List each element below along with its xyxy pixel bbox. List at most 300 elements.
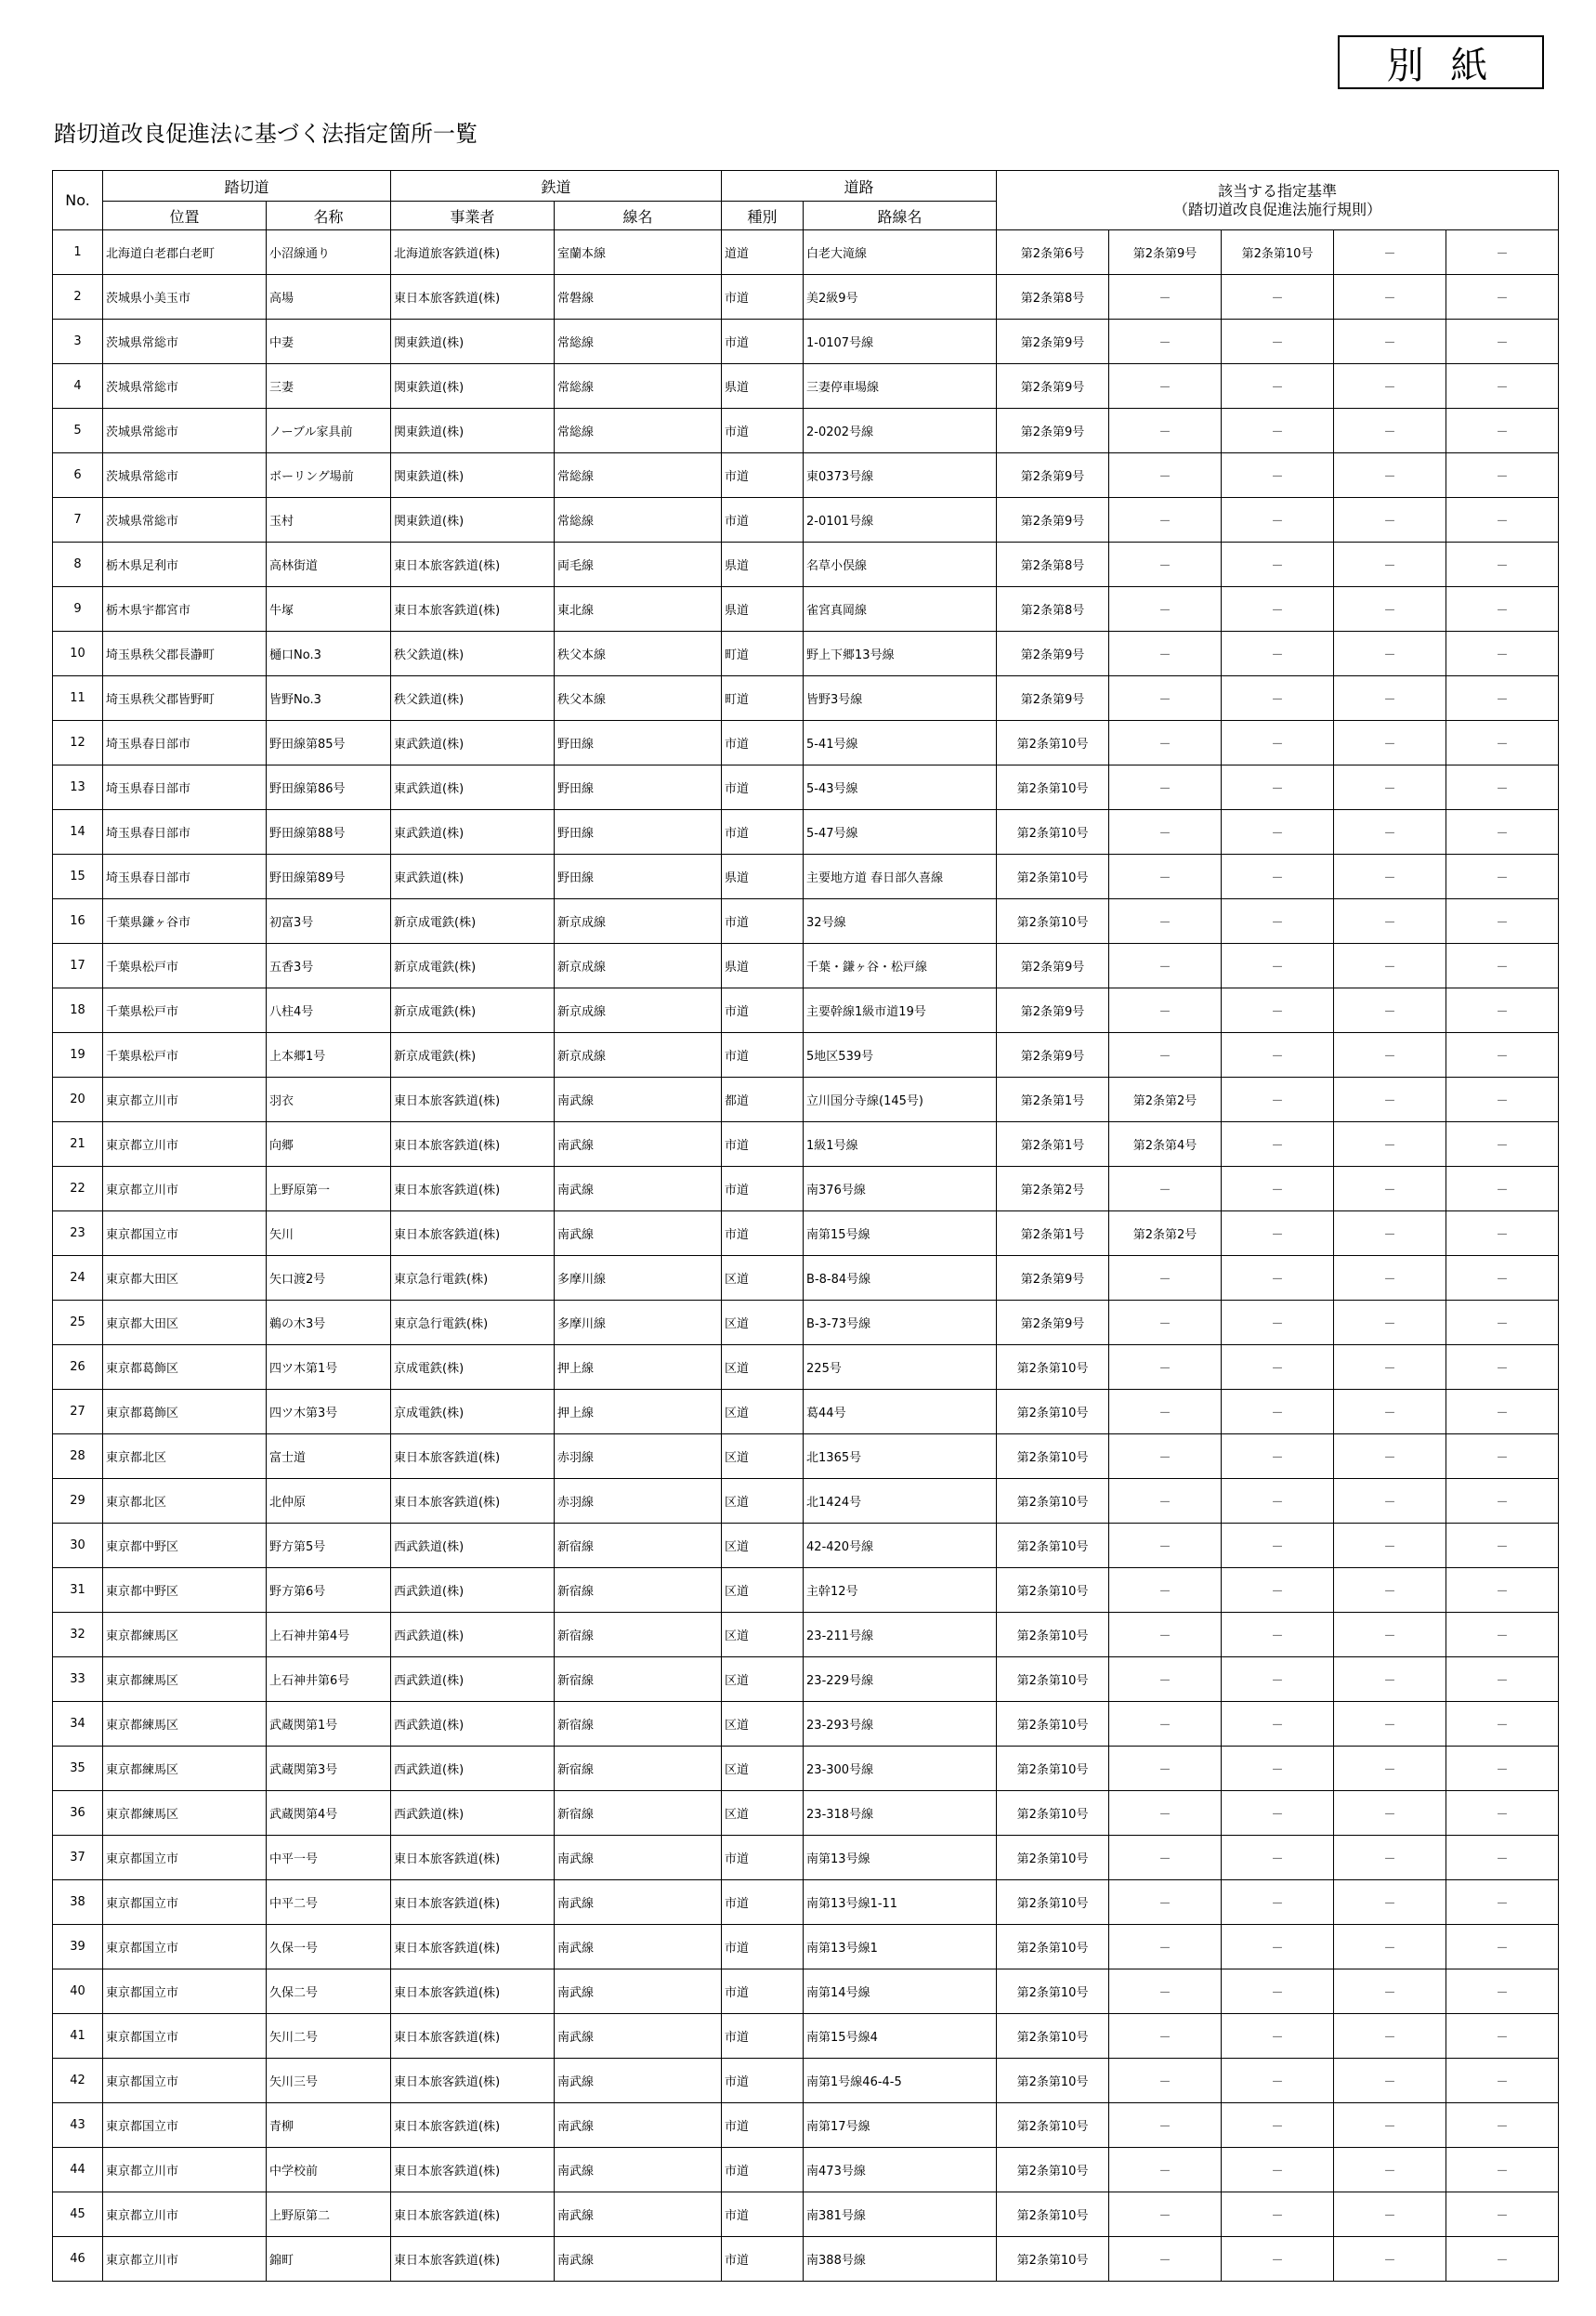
cell-operator: 新京成電鉄(株) xyxy=(391,988,555,1033)
cell-criteria-3: － xyxy=(1222,1211,1334,1256)
cell-criteria-1: 第2条第9号 xyxy=(997,632,1109,676)
cell-operator: 西武鉄道(株) xyxy=(391,1747,555,1791)
cell-criteria-1: 第2条第10号 xyxy=(997,2237,1109,2282)
cell-road-kind: 県道 xyxy=(722,364,804,409)
cell-position: 茨城県常総市 xyxy=(103,409,267,453)
cell-route: 野上下郷13号線 xyxy=(804,632,997,676)
cell-operator: 関東鉄道(株) xyxy=(391,498,555,543)
cell-criteria-5: － xyxy=(1446,988,1559,1033)
cell-route: 南第17号線 xyxy=(804,2103,997,2148)
cell-name: 五香3号 xyxy=(267,944,391,988)
cell-criteria-2: － xyxy=(1109,988,1222,1033)
cell-road-kind: 市道 xyxy=(722,2237,804,2282)
cell-no: 13 xyxy=(53,765,103,810)
table-row xyxy=(53,1925,1559,1969)
header-position: 位置 xyxy=(103,202,267,230)
cell-name: ノーブル家具前 xyxy=(267,409,391,453)
cell-name: 鵜の木3号 xyxy=(267,1301,391,1345)
cell-route: 5地区539号 xyxy=(804,1033,997,1078)
table-row xyxy=(53,1434,1559,1479)
cell-criteria-4: － xyxy=(1334,230,1446,275)
cell-position: 東京都練馬区 xyxy=(103,1613,267,1657)
cell-line: 押上線 xyxy=(555,1345,722,1390)
cell-criteria-3: － xyxy=(1222,1434,1334,1479)
cell-criteria-1: 第2条第6号 xyxy=(997,230,1109,275)
cell-criteria-2: － xyxy=(1109,1524,1222,1568)
cell-position: 埼玉県春日部市 xyxy=(103,721,267,765)
cell-criteria-5: － xyxy=(1446,765,1559,810)
cell-criteria-3: － xyxy=(1222,676,1334,721)
cell-criteria-3: － xyxy=(1222,899,1334,944)
cell-no: 12 xyxy=(53,721,103,765)
cell-criteria-3: － xyxy=(1222,2059,1334,2103)
cell-criteria-3: － xyxy=(1222,1836,1334,1880)
table-row xyxy=(53,364,1559,409)
table-row xyxy=(53,1524,1559,1568)
cell-position: 東京都立川市 xyxy=(103,2237,267,2282)
cell-road-kind: 市道 xyxy=(722,2014,804,2059)
cell-route: 白老大滝線 xyxy=(804,230,997,275)
cell-criteria-2: － xyxy=(1109,587,1222,632)
cell-no: 6 xyxy=(53,453,103,498)
cell-name: ボーリング場前 xyxy=(267,453,391,498)
cell-criteria-5: － xyxy=(1446,2014,1559,2059)
cell-road-kind: 市道 xyxy=(722,988,804,1033)
cell-criteria-2: － xyxy=(1109,1702,1222,1747)
cell-name: 羽衣 xyxy=(267,1078,391,1122)
cell-line: 新宿線 xyxy=(555,1524,722,1568)
table-row xyxy=(53,498,1559,543)
cell-criteria-4: － xyxy=(1334,1747,1446,1791)
cell-position: 茨城県小美玉市 xyxy=(103,275,267,320)
cell-position: 栃木県宇都宮市 xyxy=(103,587,267,632)
cell-criteria-4: － xyxy=(1334,1301,1446,1345)
cell-criteria-3: － xyxy=(1222,320,1334,364)
cell-position: 千葉県松戸市 xyxy=(103,1033,267,1078)
attachment-label: 別 紙 xyxy=(1338,35,1544,89)
cell-criteria-1: 第2条第9号 xyxy=(997,676,1109,721)
table-row xyxy=(53,1747,1559,1791)
cell-line: 常磐線 xyxy=(555,275,722,320)
cell-position: 東京都国立市 xyxy=(103,1211,267,1256)
cell-line: 野田線 xyxy=(555,765,722,810)
cell-route: 23-293号線 xyxy=(804,1702,997,1747)
cell-criteria-1: 第2条第9号 xyxy=(997,453,1109,498)
cell-criteria-5: － xyxy=(1446,364,1559,409)
cell-road-kind: 市道 xyxy=(722,275,804,320)
cell-operator: 関東鉄道(株) xyxy=(391,453,555,498)
cell-criteria-2: － xyxy=(1109,409,1222,453)
table-body xyxy=(53,230,1559,2282)
cell-criteria-5: － xyxy=(1446,1791,1559,1836)
cell-criteria-3: － xyxy=(1222,275,1334,320)
cell-criteria-1: 第2条第10号 xyxy=(997,2192,1109,2237)
cell-criteria-1: 第2条第10号 xyxy=(997,2059,1109,2103)
table-row xyxy=(53,409,1559,453)
cell-criteria-4: － xyxy=(1334,899,1446,944)
cell-criteria-1: 第2条第9号 xyxy=(997,1301,1109,1345)
cell-criteria-4: － xyxy=(1334,1479,1446,1524)
cell-route: 1-0107号線 xyxy=(804,320,997,364)
cell-criteria-3: － xyxy=(1222,1925,1334,1969)
cell-criteria-5: － xyxy=(1446,498,1559,543)
cell-route: 南第14号線 xyxy=(804,1969,997,2014)
cell-operator: 東日本旅客鉄道(株) xyxy=(391,2148,555,2192)
cell-position: 千葉県鎌ヶ谷市 xyxy=(103,899,267,944)
cell-criteria-5: － xyxy=(1446,1657,1559,1702)
cell-no: 40 xyxy=(53,1969,103,2014)
table-row xyxy=(53,1256,1559,1301)
cell-criteria-1: 第2条第9号 xyxy=(997,1033,1109,1078)
cell-position: 埼玉県春日部市 xyxy=(103,765,267,810)
cell-criteria-5: － xyxy=(1446,1613,1559,1657)
cell-criteria-4: － xyxy=(1334,1167,1446,1211)
cell-position: 東京都立川市 xyxy=(103,1078,267,1122)
cell-name: 高場 xyxy=(267,275,391,320)
cell-criteria-2: － xyxy=(1109,1033,1222,1078)
cell-name: 皆野No.3 xyxy=(267,676,391,721)
cell-route: 23-211号線 xyxy=(804,1613,997,1657)
cell-line: 新宿線 xyxy=(555,1568,722,1613)
cell-criteria-1: 第2条第10号 xyxy=(997,1524,1109,1568)
cell-line: 東北線 xyxy=(555,587,722,632)
cell-criteria-5: － xyxy=(1446,1211,1559,1256)
cell-line: 新宿線 xyxy=(555,1657,722,1702)
cell-name: 野田線第89号 xyxy=(267,855,391,899)
cell-position: 茨城県常総市 xyxy=(103,320,267,364)
cell-name: 青柳 xyxy=(267,2103,391,2148)
cell-position: 東京都国立市 xyxy=(103,2059,267,2103)
cell-criteria-3: － xyxy=(1222,1568,1334,1613)
cell-position: 東京都葛飾区 xyxy=(103,1345,267,1390)
cell-criteria-2: － xyxy=(1109,364,1222,409)
cell-criteria-3: － xyxy=(1222,1747,1334,1791)
cell-criteria-2: 第2条第2号 xyxy=(1109,1211,1222,1256)
table-row xyxy=(53,275,1559,320)
cell-road-kind: 市道 xyxy=(722,1211,804,1256)
cell-road-kind: 区道 xyxy=(722,1702,804,1747)
cell-criteria-4: － xyxy=(1334,2059,1446,2103)
cell-no: 10 xyxy=(53,632,103,676)
cell-criteria-5: － xyxy=(1446,1434,1559,1479)
cell-criteria-2: － xyxy=(1109,1747,1222,1791)
cell-line: 室蘭本線 xyxy=(555,230,722,275)
cell-criteria-1: 第2条第10号 xyxy=(997,2103,1109,2148)
cell-road-kind: 市道 xyxy=(722,1033,804,1078)
cell-operator: 東京急行電鉄(株) xyxy=(391,1301,555,1345)
cell-criteria-3: － xyxy=(1222,587,1334,632)
cell-route: 三妻停車場線 xyxy=(804,364,997,409)
cell-position: 東京都国立市 xyxy=(103,1925,267,1969)
cell-road-kind: 市道 xyxy=(722,498,804,543)
table-row xyxy=(53,1568,1559,1613)
cell-route: 23-229号線 xyxy=(804,1657,997,1702)
cell-criteria-1: 第2条第10号 xyxy=(997,1791,1109,1836)
cell-name: 中妻 xyxy=(267,320,391,364)
crossing-table xyxy=(52,170,1559,2282)
cell-line: 新宿線 xyxy=(555,1791,722,1836)
cell-no: 37 xyxy=(53,1836,103,1880)
cell-operator: 東日本旅客鉄道(株) xyxy=(391,2103,555,2148)
cell-name: 野方第6号 xyxy=(267,1568,391,1613)
cell-road-kind: 市道 xyxy=(722,721,804,765)
cell-operator: 西武鉄道(株) xyxy=(391,1568,555,1613)
cell-criteria-5: － xyxy=(1446,1925,1559,1969)
cell-criteria-4: － xyxy=(1334,1657,1446,1702)
cell-no: 25 xyxy=(53,1301,103,1345)
table-row xyxy=(53,453,1559,498)
cell-criteria-2: － xyxy=(1109,2148,1222,2192)
cell-road-kind: 区道 xyxy=(722,1479,804,1524)
cell-road-kind: 道道 xyxy=(722,230,804,275)
table-row xyxy=(53,1122,1559,1167)
cell-route: 南第1号線46-4-5 xyxy=(804,2059,997,2103)
cell-name: 錦町 xyxy=(267,2237,391,2282)
cell-name: 三妻 xyxy=(267,364,391,409)
cell-road-kind: 区道 xyxy=(722,1657,804,1702)
table-row xyxy=(53,1390,1559,1434)
cell-criteria-5: － xyxy=(1446,2192,1559,2237)
cell-position: 東京都北区 xyxy=(103,1434,267,1479)
cell-criteria-1: 第2条第10号 xyxy=(997,1434,1109,1479)
cell-no: 46 xyxy=(53,2237,103,2282)
cell-no: 4 xyxy=(53,364,103,409)
cell-criteria-5: － xyxy=(1446,1479,1559,1524)
cell-road-kind: 市道 xyxy=(722,810,804,855)
table-row xyxy=(53,1836,1559,1880)
cell-line: 常総線 xyxy=(555,364,722,409)
cell-operator: 東日本旅客鉄道(株) xyxy=(391,2014,555,2059)
table-row xyxy=(53,1479,1559,1524)
cell-operator: 東日本旅客鉄道(株) xyxy=(391,275,555,320)
cell-operator: 西武鉄道(株) xyxy=(391,1524,555,1568)
table-row xyxy=(53,2059,1559,2103)
cell-criteria-1: 第2条第8号 xyxy=(997,275,1109,320)
cell-criteria-3: － xyxy=(1222,409,1334,453)
header-road: 道路 xyxy=(722,171,997,202)
cell-name: 久保一号 xyxy=(267,1925,391,1969)
cell-no: 45 xyxy=(53,2192,103,2237)
cell-name: 富士道 xyxy=(267,1434,391,1479)
cell-criteria-2: － xyxy=(1109,453,1222,498)
cell-road-kind: 町道 xyxy=(722,632,804,676)
cell-operator: 関東鉄道(株) xyxy=(391,409,555,453)
cell-name: 野田線第88号 xyxy=(267,810,391,855)
cell-criteria-4: － xyxy=(1334,1345,1446,1390)
cell-criteria-1: 第2条第10号 xyxy=(997,1390,1109,1434)
cell-criteria-1: 第2条第10号 xyxy=(997,1613,1109,1657)
cell-line: 野田線 xyxy=(555,810,722,855)
cell-criteria-2: － xyxy=(1109,2103,1222,2148)
cell-criteria-1: 第2条第8号 xyxy=(997,543,1109,587)
cell-position: 東京都練馬区 xyxy=(103,1657,267,1702)
cell-criteria-5: － xyxy=(1446,1033,1559,1078)
cell-route: 美2級9号 xyxy=(804,275,997,320)
cell-criteria-2: － xyxy=(1109,676,1222,721)
cell-criteria-4: － xyxy=(1334,543,1446,587)
cell-no: 41 xyxy=(53,2014,103,2059)
cell-operator: 東武鉄道(株) xyxy=(391,855,555,899)
cell-criteria-4: － xyxy=(1334,409,1446,453)
cell-line: 南武線 xyxy=(555,1078,722,1122)
cell-route: 北1365号 xyxy=(804,1434,997,1479)
cell-criteria-2: － xyxy=(1109,543,1222,587)
cell-criteria-4: － xyxy=(1334,2148,1446,2192)
cell-criteria-2: 第2条第9号 xyxy=(1109,230,1222,275)
cell-operator: 東日本旅客鉄道(株) xyxy=(391,1122,555,1167)
cell-no: 3 xyxy=(53,320,103,364)
cell-road-kind: 市道 xyxy=(722,2148,804,2192)
cell-route: 南第13号線1 xyxy=(804,1925,997,1969)
cell-position: 埼玉県秩父郡長瀞町 xyxy=(103,632,267,676)
cell-criteria-4: － xyxy=(1334,988,1446,1033)
cell-criteria-1: 第2条第9号 xyxy=(997,988,1109,1033)
cell-route: 2-0202号線 xyxy=(804,409,997,453)
cell-criteria-2: 第2条第4号 xyxy=(1109,1122,1222,1167)
cell-criteria-4: － xyxy=(1334,1033,1446,1078)
cell-criteria-1: 第2条第10号 xyxy=(997,1880,1109,1925)
cell-criteria-4: － xyxy=(1334,2192,1446,2237)
cell-no: 24 xyxy=(53,1256,103,1301)
cell-criteria-3: － xyxy=(1222,1033,1334,1078)
cell-criteria-5: － xyxy=(1446,2103,1559,2148)
cell-position: 東京都中野区 xyxy=(103,1524,267,1568)
cell-no: 16 xyxy=(53,899,103,944)
cell-operator: 東日本旅客鉄道(株) xyxy=(391,1925,555,1969)
cell-no: 33 xyxy=(53,1657,103,1702)
cell-position: 東京都大田区 xyxy=(103,1301,267,1345)
cell-criteria-3: － xyxy=(1222,1969,1334,2014)
table-row xyxy=(53,2237,1559,2282)
cell-criteria-4: － xyxy=(1334,498,1446,543)
cell-criteria-5: － xyxy=(1446,810,1559,855)
cell-position: 茨城県常総市 xyxy=(103,498,267,543)
cell-criteria-4: － xyxy=(1334,1880,1446,1925)
cell-criteria-5: － xyxy=(1446,2148,1559,2192)
cell-operator: 東日本旅客鉄道(株) xyxy=(391,1969,555,2014)
cell-criteria-2: － xyxy=(1109,1880,1222,1925)
cell-criteria-1: 第2条第10号 xyxy=(997,765,1109,810)
cell-operator: 新京成電鉄(株) xyxy=(391,1033,555,1078)
cell-criteria-4: － xyxy=(1334,587,1446,632)
cell-criteria-4: － xyxy=(1334,1791,1446,1836)
cell-criteria-5: － xyxy=(1446,587,1559,632)
cell-line: 多摩川線 xyxy=(555,1301,722,1345)
table-row xyxy=(53,320,1559,364)
cell-operator: 西武鉄道(株) xyxy=(391,1657,555,1702)
cell-criteria-2: － xyxy=(1109,2192,1222,2237)
cell-road-kind: 市道 xyxy=(722,320,804,364)
cell-line: 南武線 xyxy=(555,1211,722,1256)
cell-operator: 秩父鉄道(株) xyxy=(391,632,555,676)
cell-position: 埼玉県春日部市 xyxy=(103,810,267,855)
cell-line: 南武線 xyxy=(555,2103,722,2148)
cell-line: 新京成線 xyxy=(555,944,722,988)
cell-name: 上野原第一 xyxy=(267,1167,391,1211)
page-title: 踏切道改良促進法に基づく法指定箇所一覧 xyxy=(54,121,477,147)
cell-criteria-3: － xyxy=(1222,1791,1334,1836)
cell-criteria-5: － xyxy=(1446,1702,1559,1747)
cell-name: 牛塚 xyxy=(267,587,391,632)
cell-criteria-4: － xyxy=(1334,632,1446,676)
cell-criteria-1: 第2条第10号 xyxy=(997,721,1109,765)
cell-criteria-1: 第2条第9号 xyxy=(997,1256,1109,1301)
cell-criteria-3: － xyxy=(1222,543,1334,587)
cell-no: 43 xyxy=(53,2103,103,2148)
cell-criteria-1: 第2条第10号 xyxy=(997,1702,1109,1747)
cell-line: 新宿線 xyxy=(555,1747,722,1791)
cell-position: 東京都国立市 xyxy=(103,1836,267,1880)
cell-road-kind: 市道 xyxy=(722,1880,804,1925)
cell-line: 南武線 xyxy=(555,2237,722,2282)
cell-name: 上石神井第4号 xyxy=(267,1613,391,1657)
cell-criteria-5: － xyxy=(1446,2059,1559,2103)
header-criteria xyxy=(997,171,1559,230)
cell-criteria-3: － xyxy=(1222,810,1334,855)
cell-name: 矢川二号 xyxy=(267,2014,391,2059)
cell-criteria-1: 第2条第9号 xyxy=(997,320,1109,364)
cell-position: 茨城県常総市 xyxy=(103,364,267,409)
cell-criteria-2: － xyxy=(1109,1434,1222,1479)
cell-route: 南381号線 xyxy=(804,2192,997,2237)
cell-criteria-5: － xyxy=(1446,409,1559,453)
cell-criteria-4: － xyxy=(1334,1702,1446,1747)
cell-criteria-2: － xyxy=(1109,721,1222,765)
cell-road-kind: 区道 xyxy=(722,1301,804,1345)
cell-no: 34 xyxy=(53,1702,103,1747)
cell-road-kind: 都道 xyxy=(722,1078,804,1122)
table-row xyxy=(53,1969,1559,2014)
cell-no: 26 xyxy=(53,1345,103,1390)
cell-criteria-4: － xyxy=(1334,944,1446,988)
table-row xyxy=(53,2192,1559,2237)
table-row xyxy=(53,587,1559,632)
cell-criteria-4: － xyxy=(1334,2103,1446,2148)
cell-criteria-1: 第2条第9号 xyxy=(997,364,1109,409)
header-route: 路線名 xyxy=(804,202,997,230)
cell-operator: 西武鉄道(株) xyxy=(391,1791,555,1836)
cell-criteria-3: － xyxy=(1222,855,1334,899)
cell-criteria-5: － xyxy=(1446,1390,1559,1434)
cell-operator: 東日本旅客鉄道(株) xyxy=(391,2237,555,2282)
cell-criteria-3: － xyxy=(1222,453,1334,498)
cell-name: 久保二号 xyxy=(267,1969,391,2014)
table-row xyxy=(53,1078,1559,1122)
table-row xyxy=(53,1211,1559,1256)
cell-road-kind: 県道 xyxy=(722,944,804,988)
cell-line: 南武線 xyxy=(555,1880,722,1925)
cell-route: 葛44号 xyxy=(804,1390,997,1434)
cell-criteria-3: － xyxy=(1222,1702,1334,1747)
cell-criteria-1: 第2条第10号 xyxy=(997,855,1109,899)
cell-name: 高林街道 xyxy=(267,543,391,587)
cell-position: 埼玉県春日部市 xyxy=(103,855,267,899)
cell-line: 常総線 xyxy=(555,409,722,453)
cell-road-kind: 市道 xyxy=(722,1167,804,1211)
cell-operator: 新京成電鉄(株) xyxy=(391,899,555,944)
cell-no: 14 xyxy=(53,810,103,855)
cell-criteria-2: － xyxy=(1109,899,1222,944)
cell-criteria-2: － xyxy=(1109,320,1222,364)
cell-criteria-2: － xyxy=(1109,1657,1222,1702)
cell-name: 矢川三号 xyxy=(267,2059,391,2103)
table-row xyxy=(53,2014,1559,2059)
cell-road-kind: 区道 xyxy=(722,1434,804,1479)
cell-position: 東京都練馬区 xyxy=(103,1747,267,1791)
cell-criteria-1: 第2条第10号 xyxy=(997,2148,1109,2192)
cell-route: 32号線 xyxy=(804,899,997,944)
cell-criteria-3: － xyxy=(1222,1078,1334,1122)
